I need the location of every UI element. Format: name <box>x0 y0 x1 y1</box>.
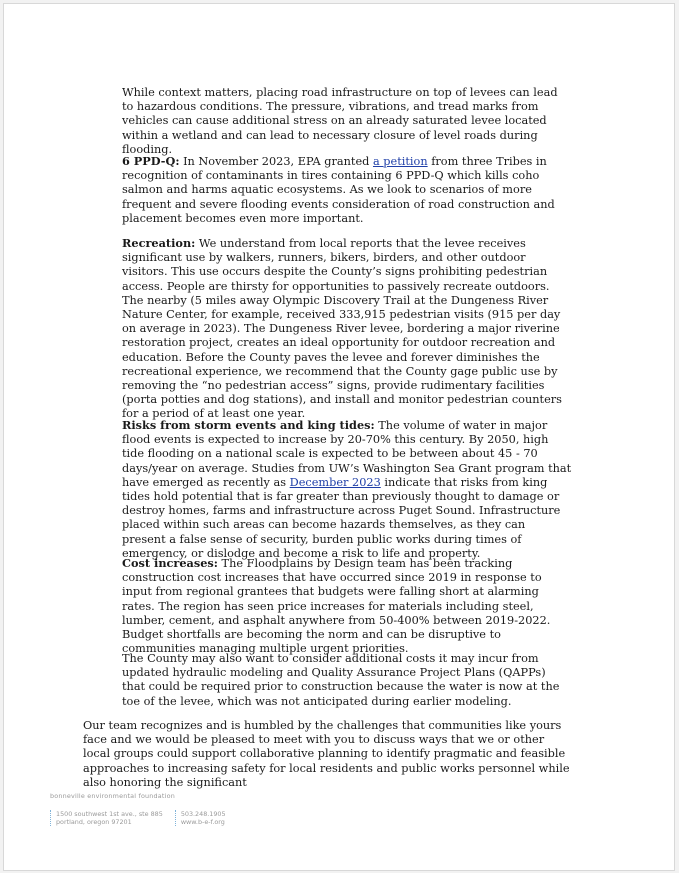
paragraph-6ppdq: 6 PPD-Q: In November 2023, EPA granted a petition from three Tribes in recognition of contaminants in tires containing 6 PPD-Q which kills coho salmon and harms aquatic ecosystems. As we look to scenarios of more frequent and severe flooding events consideration of road construction and placement becomes even more important. <box>122 154 555 225</box>
footer-phone: 503.248.1905 <box>180 810 226 818</box>
section-lead: Cost increases: <box>122 556 218 570</box>
paragraph-text: Our team recognizes and is humbled by the challenges that communities like yours face and we would be pleased to meet with you to discuss ways that we or other local groups could support collaborative planning to identify pragmatic and feasible approaches to increasing safety for local residents and public works personnel while also honoring the significant <box>83 719 570 789</box>
section-lead: Recreation: <box>122 236 196 250</box>
footer-contact <box>175 810 238 826</box>
paragraph-text: While context matters, placing road infrastructure on top of levees can lead to hazardous conditions. The pressure, vibrations, and tread marks from vehicles can cause additional stress on an already saturated levee located within a wetland and can lead to necessary closure of level roads during flooding. <box>122 86 558 156</box>
petition-link[interactable]: a petition <box>372 155 428 168</box>
december-2023-link[interactable]: December 2023 <box>289 475 381 489</box>
paragraph-levee-roads <box>122 86 572 157</box>
footer-website: www.b-e-f.org <box>180 818 225 826</box>
document-page <box>3 3 675 871</box>
letterhead-footer <box>50 792 238 826</box>
paragraph-recreation: Recreation: We understand from local reports that the levee receives significant use by walkers, runners, bikers, birders, and other outdoor visitors. This use occurs despite the County’s signs prohibiting pedestrian access. People are thirsty for opportunities to passively recreate outdoors. The nearby (5 miles away Olympic Discovery Trail at the Dungeness River Nature Center, for example, received 333,915 pedestrian visits (915 per day on average in 2023). The Dungeness River levee, bordering a major riverine restoration project, creates an ideal opportunity for outdoor recreation and education. Before the County paves the levee and forever diminishes the recreational experience, we recommend that the County gage public use by removing the “no pedestrian access” signs, provide rudimentary facilities (porta potties and dog stations), and install and monitor pedestrian counters for a period of at least one year. <box>122 236 562 421</box>
footer-address: 1500 southwest 1st ave., ste 885 portland, oregon 97201 <box>50 810 175 826</box>
footer-org-name: bonneville environmental foundation <box>50 792 175 800</box>
paragraph-cost-increases: Cost increases: The Floodplains by Design team has been tracking construction cost increases that have occurred since 2019 in response to input from regional grantees that budgets were falling short at alarming rates. The region has seen price increases for materials including steel, lumber, cement, and asphalt anywhere from 50-400% between 2019-2022. Budget shortfalls are becoming the norm and can be disruptive to communities managing multiple urgent priorities. <box>122 556 551 656</box>
paragraph-text: The County may also want to consider additional costs it may incur from updated hydraulic modeling and Quality Assurance Project Plans (QAPPs) that could be required prior to construction because the water is now at the toe of the levee, which was not anticipated during earlier modeling. <box>122 652 560 708</box>
section-lead: 6 PPD-Q: <box>122 154 180 168</box>
paragraph-storm-risks: Risks from storm events and king tides: The volume of water in major flood events is expected to increase by 20-70% this century. By 2050, high tide flooding on a national scale is expected to be between about 45 - 70 days/year on average. Studies from UW’s Washington Sea Grant program that have emerged as recently as December 2023 indicate that risks from king tides hold potential that is far greater than previously thought to damage or destroy homes, farms and infrastructure across Puget Sound. Infrastructure placed within such areas can become hazards themselves, as they can present a false sense of security, burden public works during times of emergency, or dislodge and become a risk to life and property. <box>122 418 572 560</box>
paragraph-closing <box>83 719 573 790</box>
section-lead: Risks from storm events and king tides: <box>122 418 375 432</box>
paragraph-modeling-costs <box>122 652 572 709</box>
